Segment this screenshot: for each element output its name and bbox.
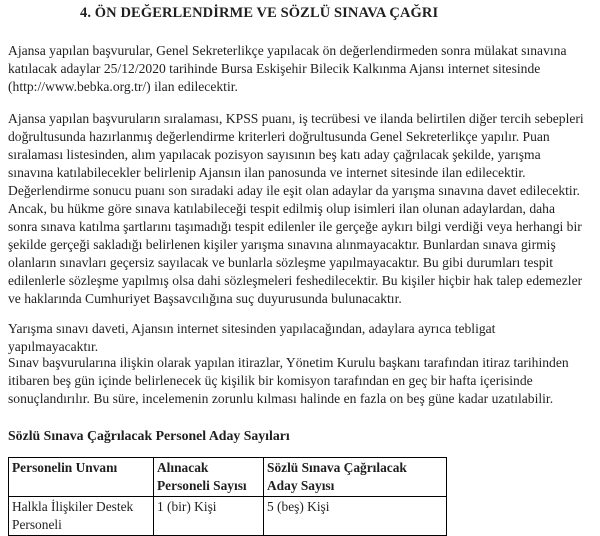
text-line: Değerlendirme sonucu puanı son sıradaki aday ile eşit olan adaylar da yarışma sınavına davet edilecektir. [8, 183, 580, 198]
text-line: edilenlerle sözleşme yapılmış olsa dahi sözleşmeleri feshedilecektir. Bu kişiler hiçbir hak talep edemezler [8, 273, 583, 288]
text-line: olanların sınavları geçersiz sayılacak ve bunlarla sözleşme yapılmayacaktır. Bu gibi durumları tespit [8, 255, 554, 270]
text-line: Ajansa yapılan başvurular, Genel Sekreterlikçe yapılacak ön değerlendirmeden sonra mülakat sınavına [8, 43, 567, 58]
text-line: Aday Sayısı [267, 478, 335, 493]
table-header-row [9, 458, 447, 497]
header-title [9, 458, 154, 497]
text-line: yapılmayacaktır. [8, 339, 99, 354]
section-title: 4. ÖN DEĞERLENDİRME VE SÖZLÜ SINAVA ÇAĞRI [80, 5, 439, 21]
text-line: sınavına katılabilecekler belirlenip Ajansın ilan panosunda ve internet sitesinde ilan edilecektir. [8, 165, 526, 180]
text-line: sıralaması listesinden, alım yapılacak pozisyon sayısının beş katı aday çağrılacak şekilde, yarışma [8, 147, 541, 162]
text-line: 5 (beş) Kişi [267, 499, 330, 514]
text-line: (http://www.bebka.org.tr/) ilan edilecektir. [8, 79, 238, 94]
text-line: Personeli Sayısı [157, 478, 247, 493]
cell-hire-count [154, 497, 264, 536]
text-line: şekilde gerçeği sakladığı belirlenen kişiler yarışma sınavına alınmayacaktır. Bunlardan sınava girmiş [8, 237, 556, 252]
paragraph-objections [8, 354, 594, 408]
text-line: Ajansa yapılan başvuruların sıralaması, KPSS puanı, iş tecrübesi ve ilanda belirtilen diğer tercih sebepleri [8, 111, 584, 126]
text-line: Sınav başvurularına ilişkin olarak yapılan itirazlar, Yönetim Kurulu başkanı tarafından itiraz tarihinden [8, 355, 569, 370]
text-line: itibaren beş gün içinde belirlenecek üç kişilik bir komisyon tarafından en geç bir hafta içerisinde [8, 373, 533, 388]
text-line: Sözlü Sınava Çağrılacak [267, 460, 407, 475]
text-line: doğrultusunda hazırlanmış değerlendirme kriterleri doğrultusunda Genel Sekreterlikçe yapılır. Puan [8, 129, 550, 144]
header-candidate-count [264, 458, 447, 497]
text-line: sonra sınava katılma şartlarını taşımadığı tespit edilenler ile gerçeğe aykırı bilgi verdiği veya herhangi bir [8, 219, 582, 234]
text-line: Yarışma sınavı daveti, Ajansın internet sitesinden yapılacağından, adaylara ayrıca tebligat [8, 321, 496, 336]
table-row [9, 497, 447, 536]
text-line: Alınacak [157, 460, 209, 475]
table-title: Sözlü Sınava Çağrılacak Personel Aday Sayıları [8, 428, 290, 443]
text-line: Ancak, bu hükme göre sınava katılabileceği tespit edilmiş olup isimleri ilan olunan adaylardan, daha [8, 201, 555, 216]
paragraph-invitation [8, 320, 594, 356]
text-line: Halkla İlişkiler Destek [12, 499, 134, 514]
text-line: Personelin Unvanı [12, 460, 118, 475]
text-line: ve haklarında Cumhuriyet Başsavcılığına suç duyurusunda bulunacaktır. [8, 291, 402, 306]
candidate-count-table [8, 457, 447, 536]
text-line: katılacak adaylar 25/12/2020 tarihinde Bursa Eskişehir Bilecik Kalkınma Ajansı internet sitesinde [8, 61, 541, 76]
text-line: Personeli [12, 517, 62, 532]
text-line: 1 (bir) Kişi [157, 499, 217, 514]
paragraph-ranking [8, 110, 594, 308]
cell-position [9, 497, 154, 536]
text-line: sonuçlandırılır. Bu süre, incelemenin zorunlu kılması halinde en fazla on beş güne kadar uzatılabilir. [8, 391, 554, 406]
paragraph-announcement [8, 42, 594, 96]
cell-candidate-count [264, 497, 447, 536]
header-hire-count [154, 458, 264, 497]
